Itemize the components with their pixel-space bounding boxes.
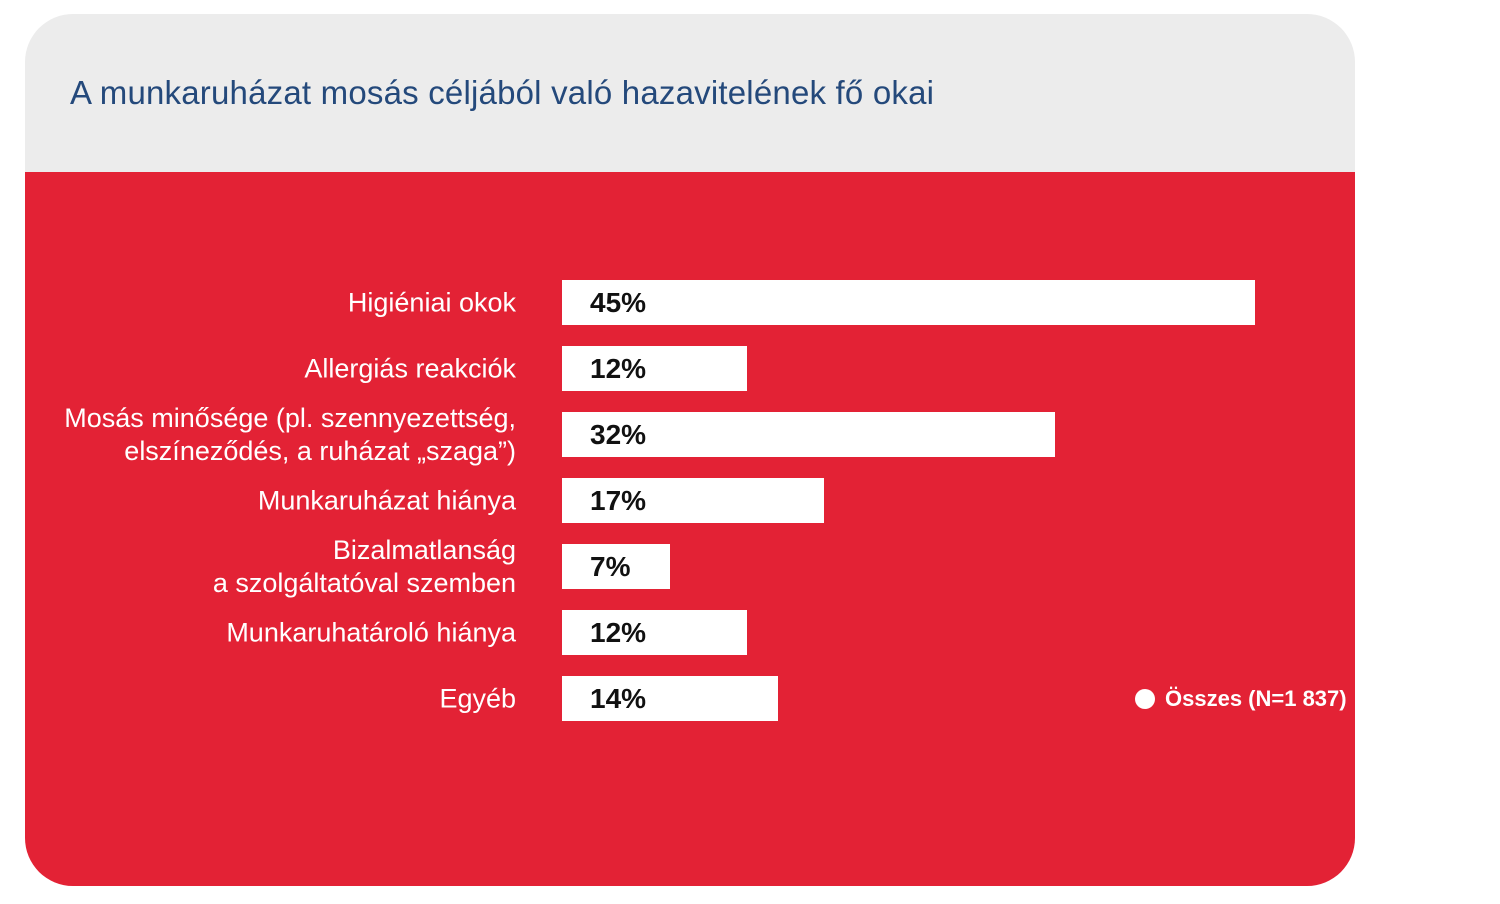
bar-value-label: 17% bbox=[590, 484, 647, 516]
chart-row bbox=[25, 402, 1355, 466]
chart-row bbox=[25, 610, 1355, 655]
bar-label: Mosás minősége (pl. szennyezettség, elszíneződés, a ruházat „szaga”) bbox=[64, 402, 516, 466]
bar-label: Bizalmatlanság a szolgáltatóval szemben bbox=[212, 534, 516, 598]
bar-label: Egyéb bbox=[439, 683, 516, 713]
bar-value-label: 12% bbox=[590, 616, 647, 648]
chart-row bbox=[25, 346, 1355, 391]
bar bbox=[562, 610, 747, 655]
bar-label: Higiéniai okok bbox=[347, 287, 516, 317]
bar-value-label: 14% bbox=[590, 682, 647, 714]
circle-icon bbox=[1135, 689, 1155, 709]
bar bbox=[562, 280, 1255, 325]
chart-title: A munkaruházat mosás céljából való hazavitelének fő okai bbox=[70, 74, 935, 111]
bar bbox=[562, 346, 747, 391]
bar-value-label: 45% bbox=[590, 286, 647, 318]
legend-label: Összes (N=1 837) bbox=[1165, 685, 1347, 711]
chart-row bbox=[25, 280, 1355, 325]
bar-label: Munkaruházat hiánya bbox=[257, 485, 516, 515]
bar bbox=[562, 676, 778, 721]
bar bbox=[562, 412, 1055, 457]
bar-value-label: 12% bbox=[590, 352, 647, 384]
bar-value-label: 32% bbox=[590, 418, 647, 450]
bar-value-label: 7% bbox=[590, 550, 631, 582]
chart-header bbox=[25, 14, 1355, 172]
chart-row bbox=[25, 534, 1355, 598]
chart-plot-area bbox=[25, 172, 1355, 886]
bar bbox=[562, 544, 670, 589]
chart-legend bbox=[1135, 676, 1347, 721]
chart-row bbox=[25, 478, 1355, 523]
chart-card bbox=[25, 14, 1355, 886]
bar-label: Allergiás reakciók bbox=[304, 353, 516, 383]
bar-label: Munkaruhatároló hiánya bbox=[226, 617, 516, 647]
bar bbox=[562, 478, 824, 523]
